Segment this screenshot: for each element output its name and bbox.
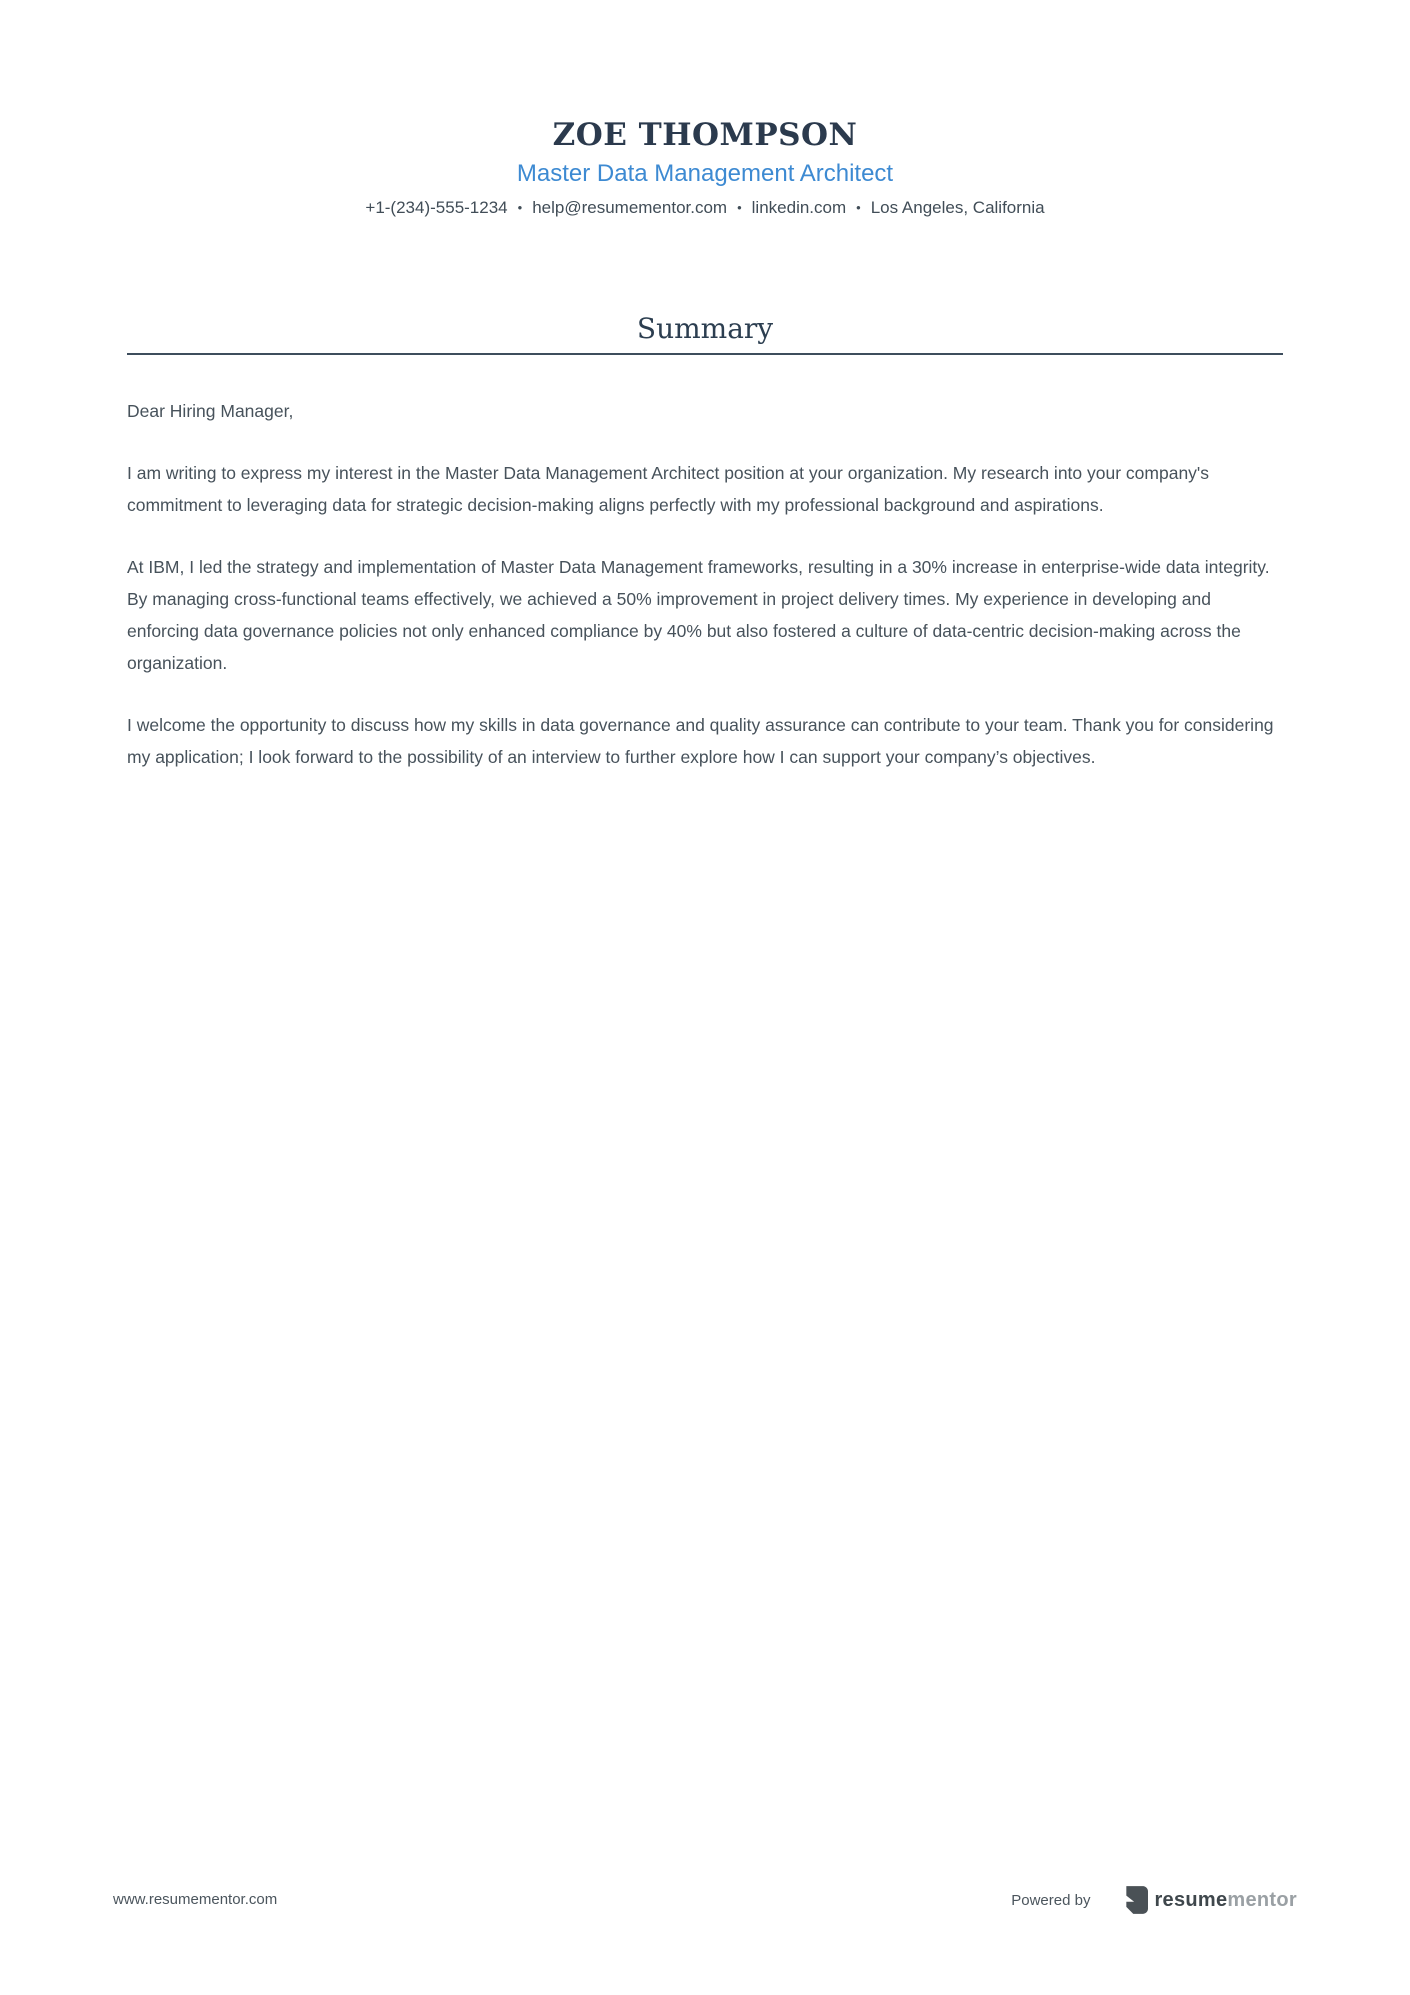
contact-email: help@resumementor.com [532, 198, 728, 217]
resumementor-brand [1122, 1886, 1297, 1914]
contact-line [0, 198, 1410, 218]
section-divider [127, 353, 1283, 355]
bullet-separator-icon: • [737, 200, 742, 215]
brand-wordmark [1154, 1889, 1297, 1912]
letter-paragraph: I welcome the opportunity to discuss how my skills in data governance and quality assurance can contribute to your team. Thank you for considering my application; I look forward to the possibility of an interview to further explore how I can support your company’s objectives. [127, 715, 1274, 767]
candidate-job-title: Master Data Management Architect [516, 160, 894, 187]
contact-phone: +1-(234)-555-1234 [365, 198, 508, 217]
footer-branding [1011, 1886, 1297, 1914]
footer-website: www.resumementor.com [113, 1891, 278, 1908]
letter-header [0, 0, 1410, 218]
resumementor-logo-icon [1122, 1886, 1148, 1914]
salutation: Dear Hiring Manager, [127, 401, 294, 421]
bullet-separator-icon: • [517, 200, 523, 215]
bullet-separator-icon: • [856, 200, 861, 215]
powered-by-label: Powered by [1011, 1891, 1091, 1909]
letter-body [127, 395, 1283, 773]
brand-word-resume: resume [1154, 1888, 1228, 1911]
candidate-name: ZOE THOMPSON [552, 117, 858, 153]
letter-paragraph: At IBM, I led the strategy and implementation of Master Data Management frameworks, resulting in a 30% increase in enterprise-wide data integrity. By managing cross-functional teams effectively, we achieved a 50% improvement in project delivery times. My experience in developing and enforcing data governance policies not only enhanced compliance by 40% but also fostered a culture of data-centric decision-making across the organization. [127, 557, 1270, 673]
brand-word-mentor: mentor [1227, 1888, 1297, 1911]
summary-section-heading: Summary [636, 312, 774, 345]
contact-location: Los Angeles, California [870, 198, 1045, 217]
page-footer [113, 1885, 1297, 1915]
letter-paragraph: I am writing to express my interest in the Master Data Management Architect position at your organization. My research into your company's commitment to leveraging data for strategic decision-making aligns perfectly with my professional background and aspirations. [127, 463, 1210, 515]
contact-website: linkedin.com [751, 198, 847, 217]
